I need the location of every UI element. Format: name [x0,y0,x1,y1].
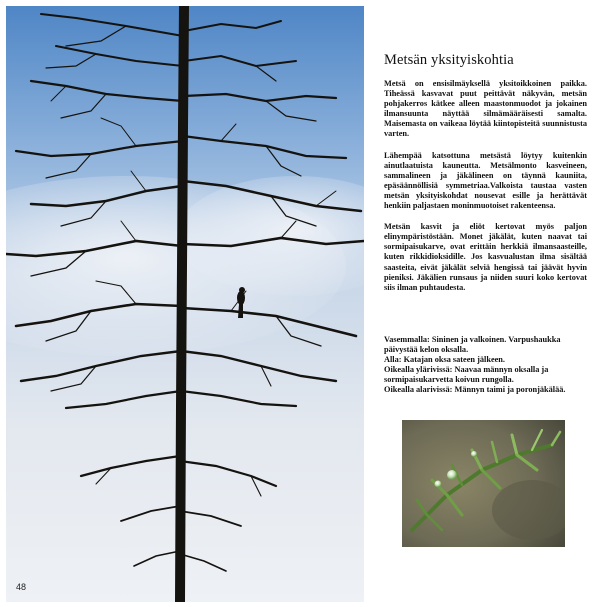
tree-photo [6,6,364,602]
caption-label: Oikealla alarivissä: [384,385,453,395]
article-title: Metsän yksityiskohtia [384,52,514,68]
page-number: 48 [16,582,27,592]
caption-text: Männyn taimi ja poronjäkälää. [452,385,566,395]
article [384,52,587,304]
caption-line [384,365,594,375]
caption-label: Oikealla ylärivissä: [384,365,453,375]
caption-text: Katajan oksa sateen jälkeen. [401,355,505,365]
juniper-branch-image [402,420,565,547]
caption-line [384,355,594,365]
photo-captions [384,335,594,396]
caption-text: sormipaisukarvetta koivun rungolla. [384,375,514,385]
caption-line [384,375,594,385]
caption-line [384,345,594,355]
caption-text: päivystää kelon oksalla. [384,345,469,355]
juniper-photo [402,420,565,547]
caption-label: Alla: [384,355,402,365]
caption-line [384,335,594,345]
caption-text: Naavaa männyn oksalla ja [452,365,549,375]
dead-tree-silhouette [6,6,364,602]
article-paragraph: Lähempää katsottuna metsästä löytyy kuitenkin ainutlaatuista kauneutta. Metsälmonto kasveineen, sammalineen ja jäkälineen on täynnä kauniita, epäsäännöllisiä symmetriaa.Valkoista taustaa vasten metsän yksityiskohdat nousevat esille ja herättävät henkiin paljastaen moninmuotoiset rakenteensa. [384,150,587,211]
caption-line [384,385,594,395]
article-paragraph: Metsä on ensisilmäyksellä yksitoikkoinen paikka. Tiheässä kasvavat puut peittävät näkyvän, metsän pohjakerros kätkee alleen maastonmuodot ja jokainen ilmansuunta näyttää silmämääräisesti samalta. Maisemasta on vaikeaa löytää kiintopisteitä suunnistusta varten. [384,79,587,139]
caption-label: Vasemmalla: [384,335,430,344]
caption-text: Sininen ja valkoinen. Varpushaukka [429,335,561,344]
article-paragraph: Metsän kasvit ja eliöt kertovat myös paljon elinympäristöstään. Monet jäkälät, kuten naavat tai sormipaisukarve, ovat erittäin herkkiä ilmansaasteille, kuten rikkidioksidille. Jos kasvualustan ilma sisältää saasteita, eivät jäkälät selviä hengissä tai jäävät hyvin pieniksi. Jäkälien runsaus ja niiden suuri koko kertovat siis ilman puhtaudesta. [384,222,587,292]
